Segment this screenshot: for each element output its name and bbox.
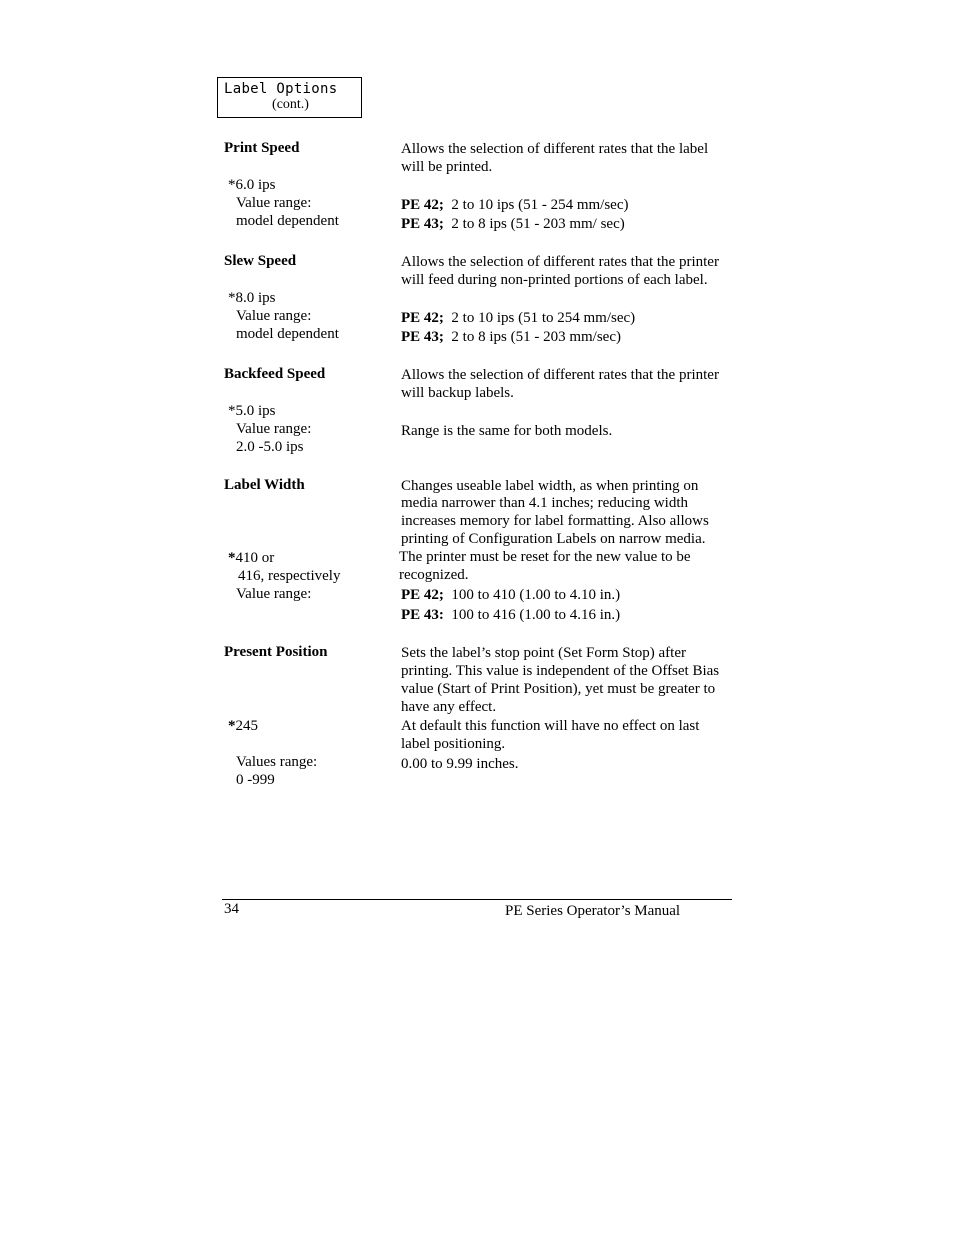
slew-speed-pe42-label: PE 42; [401, 310, 444, 326]
label-width-desc-line4: printing of Configuration Labels on narrow media. [401, 531, 706, 547]
label-width-heading: Label Width [224, 477, 305, 493]
present-position-heading: Present Position [224, 644, 328, 660]
slew-speed-pe42-row [401, 309, 635, 327]
print-speed-pe43-value: 2 to 8 ips (51 - 203 mm/ sec) [451, 216, 625, 232]
print-speed-heading: Print Speed [224, 140, 300, 156]
backfeed-speed-desc-line2: will backup labels. [401, 385, 514, 401]
present-position-range-desc: 0.00 to 9.99 inches. [401, 756, 519, 772]
print-speed-pe43-label: PE 43; [401, 216, 444, 232]
slew-speed-range-value: model dependent [236, 326, 339, 342]
slew-speed-default: *8.0 ips [228, 290, 276, 306]
present-position-desc-line4: have any effect. [401, 699, 497, 715]
label-width-default-a-text: 410 or [235, 550, 275, 566]
label-width-default-a [228, 549, 274, 567]
print-speed-pe43-row [401, 215, 625, 233]
print-speed-range-value: model dependent [236, 213, 339, 229]
print-speed-desc-line1: Allows the selection of different rates that the label [401, 141, 709, 157]
present-position-desc-line3: value (Start of Print Position), yet must be greater to [401, 681, 716, 697]
label-width-default-star: * [228, 550, 236, 566]
present-position-range-label: Values range: [236, 754, 318, 770]
label-width-pe42-value: 100 to 410 (1.00 to 4.10 in.) [451, 587, 621, 603]
print-speed-pe42-value: 2 to 10 ips (51 - 254 mm/sec) [451, 197, 629, 213]
slew-speed-desc-line2: will feed during non-printed portions of each label. [401, 272, 708, 288]
label-width-pe43-label: PE 43: [401, 607, 444, 623]
footer-manual-title: PE Series Operator’s Manual [505, 903, 681, 919]
present-position-desc-line1: Sets the label’s stop point (Set Form Stop) after [401, 645, 686, 661]
label-width-reset-line1: The printer must be reset for the new value to be [399, 549, 691, 565]
slew-speed-range-label: Value range: [236, 308, 312, 324]
label-width-desc-line3: increases memory for label formatting. Also allows [401, 513, 709, 529]
backfeed-speed-note: Range is the same for both models. [401, 423, 613, 439]
menu-title: Label Options [224, 81, 338, 97]
print-speed-pe42-row [401, 196, 629, 214]
label-width-default-b: 416, respectively [238, 568, 341, 584]
menu-subtitle: (cont.) [272, 97, 309, 112]
footer-page-number: 34 [224, 901, 239, 917]
label-width-pe43-row [401, 606, 620, 624]
slew-speed-desc-line1: Allows the selection of different rates that the printer [401, 254, 719, 270]
slew-speed-pe43-label: PE 43; [401, 329, 444, 345]
backfeed-speed-range-value: 2.0 -5.0 ips [236, 439, 304, 455]
backfeed-speed-desc-line1: Allows the selection of different rates that the printer [401, 367, 719, 383]
label-width-pe42-row [401, 586, 620, 604]
slew-speed-pe43-value: 2 to 8 ips (51 - 203 mm/sec) [451, 329, 621, 345]
present-position-note-line1: At default this function will have no effect on last [401, 718, 700, 734]
backfeed-speed-default: *5.0 ips [228, 403, 276, 419]
slew-speed-heading: Slew Speed [224, 253, 297, 269]
print-speed-pe42-label: PE 42; [401, 197, 444, 213]
present-position-desc-line2: printing. This value is independent of the Offset Bias [401, 663, 720, 679]
label-width-range-label: Value range: [236, 586, 312, 602]
label-width-reset-line2: recognized. [399, 567, 469, 583]
present-position-default [228, 717, 258, 735]
slew-speed-pe42-value: 2 to 10 ips (51 to 254 mm/sec) [451, 310, 636, 326]
present-position-note-line2: label positioning. [401, 736, 506, 752]
slew-speed-pe43-row [401, 328, 621, 346]
print-speed-default: *6.0 ips [228, 177, 276, 193]
backfeed-speed-heading: Backfeed Speed [224, 366, 326, 382]
print-speed-desc-line2: will be printed. [401, 159, 493, 175]
menu-title-box [217, 77, 362, 118]
present-position-default-value: 245 [235, 718, 258, 734]
present-position-range-value: 0 -999 [236, 772, 275, 788]
print-speed-range-label: Value range: [236, 195, 312, 211]
label-width-pe42-label: PE 42; [401, 587, 444, 603]
backfeed-speed-range-label: Value range: [236, 421, 312, 437]
label-width-desc-line2: media narrower than 4.1 inches; reducing width [401, 495, 688, 511]
present-position-default-star: * [228, 718, 236, 734]
footer-rule [222, 899, 732, 900]
label-width-pe43-value: 100 to 416 (1.00 to 4.16 in.) [451, 607, 621, 623]
label-width-desc-line1: Changes useable label width, as when printing on [401, 478, 699, 494]
